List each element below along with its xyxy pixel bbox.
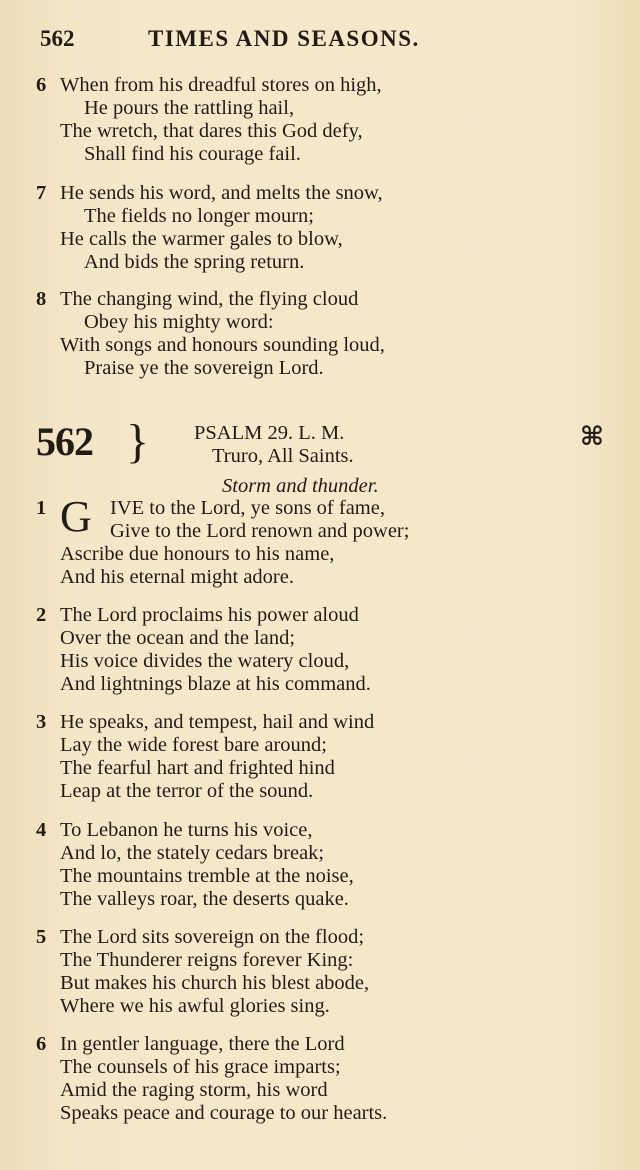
stanza-line bbox=[36, 311, 616, 334]
stanza-line bbox=[36, 972, 616, 995]
line-text: The valleys roar, the deserts quake. bbox=[60, 888, 349, 910]
stanza-line bbox=[36, 120, 616, 143]
line-text: To Lebanon he turns his voice, bbox=[60, 819, 313, 841]
line-text: Leap at the terror of the sound. bbox=[60, 780, 314, 802]
stanza-line bbox=[36, 334, 616, 357]
line-text: With songs and honours sounding loud, bbox=[60, 334, 385, 356]
hymn-subtitle: Storm and thunder. bbox=[222, 475, 379, 497]
stanza-line bbox=[36, 205, 616, 228]
stanza bbox=[36, 1033, 616, 1125]
hymn-number: 562 bbox=[36, 419, 93, 464]
line-text: And lo, the stately cedars break; bbox=[60, 842, 325, 864]
stanza-line bbox=[36, 627, 616, 650]
running-title: TIMES AND SEASONS. bbox=[148, 26, 420, 51]
stanza-line bbox=[36, 780, 616, 803]
stanza-line bbox=[36, 74, 616, 97]
line-text: He speaks, and tempest, hail and wind bbox=[60, 711, 375, 733]
stanza-line bbox=[36, 995, 616, 1018]
stanza-line bbox=[36, 865, 616, 888]
line-text: The Lord proclaims his power aloud bbox=[60, 604, 359, 626]
line-text: The counsels of his grace imparts; bbox=[60, 1056, 341, 1078]
line-text: The fields no longer mourn; bbox=[84, 205, 315, 227]
stanza-line bbox=[36, 1079, 616, 1102]
line-text: Where we his awful glories sing. bbox=[60, 995, 330, 1017]
stanza-line bbox=[36, 673, 616, 696]
line-text: He pours the rattling hail, bbox=[84, 97, 295, 119]
stanza-line bbox=[36, 357, 616, 380]
stanza-line bbox=[36, 251, 616, 274]
line-text: Speaks peace and courage to our hearts. bbox=[60, 1102, 388, 1124]
line-text: The fearful hart and frighted hind bbox=[60, 757, 335, 779]
line-text: In gentler language, there the Lord bbox=[60, 1033, 345, 1055]
line-text: Give to the Lord renown and power; bbox=[110, 520, 410, 542]
stanza-number: 6 bbox=[36, 74, 47, 96]
hymn-heading bbox=[36, 415, 606, 498]
line-text: Obey his mighty word: bbox=[84, 311, 274, 333]
stanza-number: 3 bbox=[36, 711, 47, 733]
stanza bbox=[36, 74, 616, 166]
line-text: The wretch, that dares this God defy, bbox=[60, 120, 363, 142]
stanza-number: 1 bbox=[36, 497, 47, 519]
stanza-number: 2 bbox=[36, 604, 47, 626]
stanza-line bbox=[36, 520, 616, 543]
stanza-number: 6 bbox=[36, 1033, 47, 1055]
stanza bbox=[36, 711, 616, 803]
line-text: His voice divides the watery cloud, bbox=[60, 650, 350, 672]
page-number: 562 bbox=[40, 26, 75, 51]
psalm-reference: PSALM 29. L. M. bbox=[194, 422, 345, 444]
stanza-line bbox=[36, 650, 616, 673]
stanza-line bbox=[36, 566, 616, 589]
stanza-line bbox=[36, 711, 616, 734]
line-text: Ascribe due honours to his name, bbox=[60, 543, 335, 565]
drop-cap: G bbox=[60, 492, 92, 541]
stanza-line bbox=[36, 97, 616, 120]
stanza-line bbox=[36, 734, 616, 757]
stanza-line bbox=[36, 888, 616, 911]
stanza bbox=[36, 926, 616, 1018]
stanza-line bbox=[36, 228, 616, 251]
line-text: Over the ocean and the land; bbox=[60, 627, 296, 649]
stanza-number: 5 bbox=[36, 926, 47, 948]
stanza bbox=[36, 182, 616, 274]
stanza-line bbox=[36, 842, 616, 865]
brace-glyph: } bbox=[126, 415, 150, 468]
stanza-line bbox=[36, 182, 616, 205]
stanza bbox=[36, 288, 616, 380]
stanza-number: 4 bbox=[36, 819, 47, 841]
stanza bbox=[36, 819, 616, 911]
line-text: Shall find his courage fail. bbox=[84, 143, 301, 165]
line-text: The mountains tremble at the noise, bbox=[60, 865, 354, 887]
stanza-number: 7 bbox=[36, 182, 47, 204]
running-head bbox=[40, 26, 600, 56]
line-text: When from his dreadful stores on high, bbox=[60, 74, 382, 96]
line-text: The changing wind, the flying cloud bbox=[60, 288, 359, 310]
stanza-line bbox=[36, 1102, 616, 1125]
line-text: And lightnings blaze at his command. bbox=[60, 673, 371, 695]
line-text: But makes his church his blest abode, bbox=[60, 972, 370, 994]
ornament-icon: ⌘ bbox=[579, 422, 604, 451]
stanza-line bbox=[36, 949, 616, 972]
stanza-line bbox=[36, 1056, 616, 1079]
stanza-number: 8 bbox=[36, 288, 47, 310]
stanza-line bbox=[36, 543, 616, 566]
stanza-line bbox=[36, 819, 616, 842]
line-text: He sends his word, and melts the snow, bbox=[60, 182, 383, 204]
stanza-line bbox=[36, 288, 616, 311]
stanza-line bbox=[36, 1033, 616, 1056]
line-text: And bids the spring return. bbox=[84, 251, 305, 273]
tune-names: Truro, All Saints. bbox=[212, 445, 354, 467]
stanza-line bbox=[36, 926, 616, 949]
line-text: Lay the wide forest bare around; bbox=[60, 734, 327, 756]
line-text: The Lord sits sovereign on the flood; bbox=[60, 926, 365, 948]
line-text: He calls the warmer gales to blow, bbox=[60, 228, 343, 250]
line-text: The Thunderer reigns forever King: bbox=[60, 949, 354, 971]
stanza-line bbox=[36, 143, 616, 166]
stanza-line bbox=[36, 757, 616, 780]
line-text: Praise ye the sovereign Lord. bbox=[84, 357, 324, 379]
stanza-line bbox=[36, 604, 616, 627]
stanza bbox=[36, 604, 616, 696]
stanza bbox=[36, 492, 616, 589]
line-text: Amid the raging storm, his word bbox=[60, 1079, 328, 1101]
line-text: And his eternal might adore. bbox=[60, 566, 294, 588]
stanza-line bbox=[36, 497, 616, 520]
line-text: IVE to the Lord, ye sons of fame, bbox=[110, 497, 385, 519]
